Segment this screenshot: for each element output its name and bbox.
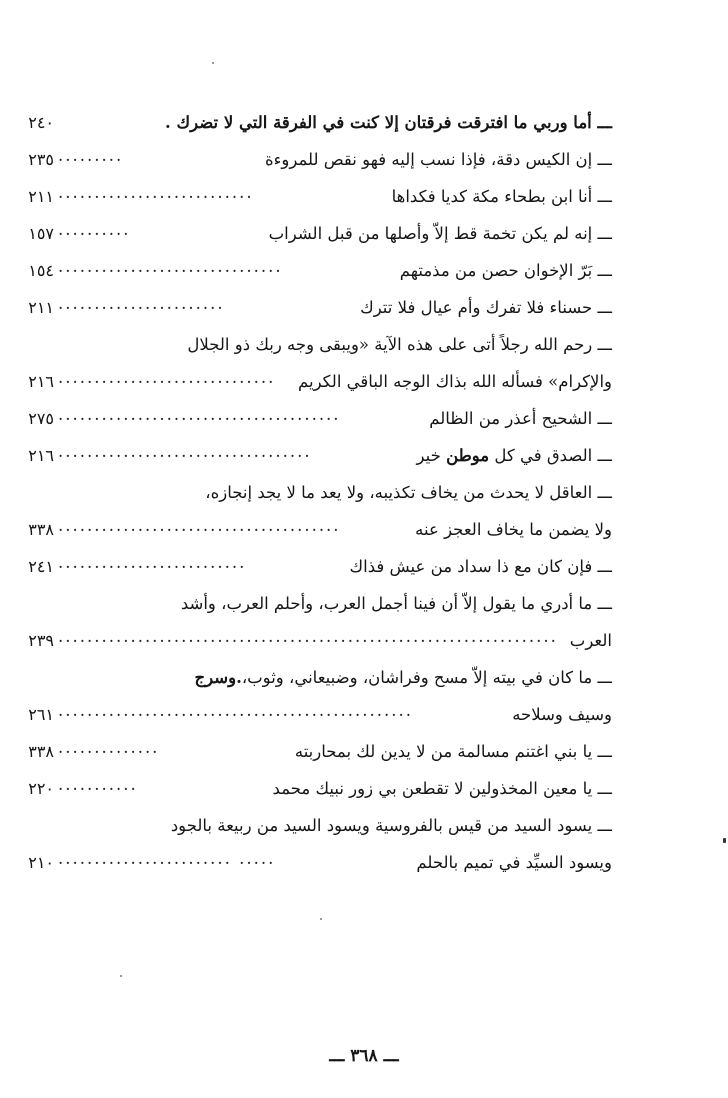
entry-text xyxy=(417,437,612,474)
page-number: ـــ ٣٦٨ ـــ xyxy=(329,1046,399,1066)
entry-page-number: ٢١٦ xyxy=(28,372,54,391)
index-entry xyxy=(58,807,612,844)
entry-emphasis: .وسرج xyxy=(194,668,242,687)
entry-page-number: ٢٣٩ xyxy=(28,631,54,650)
index-entry xyxy=(28,770,612,807)
index-entry-continuation xyxy=(28,844,612,881)
entry-text: ـــ بَرّ الإخوان حصن من مذمتهم xyxy=(399,261,612,280)
entry-page-number: ١٥٧ xyxy=(28,224,54,243)
leader-dots: ........................... xyxy=(58,183,254,202)
entry-text: ـــ يا معين المخذولين لا تقطعن بي زور نبيك محمد xyxy=(272,779,612,798)
entry-page-number: ٢٧٥ xyxy=(28,409,54,428)
entry-text: ـــ العاقل لا يحدث من يخاف تكذيبه، ولا يعد ما لا يجد إنجازه، xyxy=(205,483,612,502)
entry-text: ـــ أما وربي ما افترقت فرقتان إلا كنت في الفرقة التي لا تضرك . xyxy=(165,113,612,132)
entry-page-number: ٢٤٠ xyxy=(28,113,54,132)
leader-dots: ................................................. xyxy=(58,701,413,720)
entry-text xyxy=(195,659,612,696)
index-entry xyxy=(28,252,612,289)
leader-dots: ..................................................................... xyxy=(58,627,558,646)
entry-text: ـــ أنا ابن بطحاء مكة كديا فكداها xyxy=(391,187,612,206)
entry-text: ـــ ما أدري ما يقول إلاّ أن فينا أجمل العرب، وأحلم العرب، وأشد xyxy=(180,594,612,613)
entry-text: ويسود السيِّد في تميم بالحلم xyxy=(416,853,612,872)
index-entry xyxy=(28,178,612,215)
index-entry-continuation xyxy=(28,363,612,400)
index-entry xyxy=(28,548,612,585)
entry-page-number: ٢٢٠ xyxy=(28,779,54,798)
entry-page-number: ٢٣٥ xyxy=(28,150,54,169)
leader-dots: .............. xyxy=(58,738,160,757)
index-entry xyxy=(28,437,612,474)
paper-speck xyxy=(320,918,322,920)
paper-speck xyxy=(212,62,214,64)
entry-text: ـــ يا بني اغتنم مسالمة من لا يدين لك بمحاربته xyxy=(294,742,612,761)
paper-speck xyxy=(120,975,122,977)
entry-text: والإكرام» فسأله الله بذاك الوجه الباقي الكريم xyxy=(298,372,612,391)
leader-dots: ....................................... xyxy=(58,516,341,535)
margin-mark xyxy=(723,838,726,843)
entry-page-number: ٢١١ xyxy=(28,298,54,317)
entry-page-number: ٣٣٨ xyxy=(28,520,54,539)
index-entry-continuation xyxy=(28,511,612,548)
entry-page-number: ٣٣٨ xyxy=(28,742,54,761)
entry-text-start: ـــ الصدق في كل xyxy=(494,446,612,465)
entry-text-end: خير xyxy=(416,446,441,465)
leader-dots: ....................................... xyxy=(58,405,341,424)
index-entry xyxy=(28,733,612,770)
index-entry xyxy=(28,104,612,141)
entry-page-number: ٢١٠ xyxy=(28,853,54,872)
entry-text: ـــ الشحيح أعذر من الظالم xyxy=(429,409,612,428)
leader-dots: .......... xyxy=(58,220,131,239)
entry-text: وسيف وسلاحه xyxy=(512,705,612,724)
leader-dots: ................................... xyxy=(58,442,312,461)
leader-dots: .............................. xyxy=(58,368,276,387)
leader-dots: ............................... xyxy=(58,257,283,276)
index-entry-continuation xyxy=(28,696,612,733)
entry-text: ـــ حسناء فلا تفرك وأم عيال فلا تترك xyxy=(360,298,612,317)
entry-text: ـــ إنه لم يكن تخمة قط إلاّ وأصلها من قبل الشراب xyxy=(268,224,612,243)
index-entry xyxy=(28,141,612,178)
index-entry-continuation xyxy=(28,622,612,659)
index-entry xyxy=(58,659,612,696)
entry-text: ـــ يسود السيد من قيس بالفروسية ويسود السيد من ربيعة بالجود xyxy=(170,816,612,835)
entry-text: ـــ فإن كان مع ذا سداد من عيش فذاك xyxy=(349,557,612,576)
leader-dots: ......... xyxy=(58,146,124,165)
leader-dots: .......................... xyxy=(58,553,247,572)
entry-text-start: ـــ ما كان في بيته إلاّ مسح وفراشان، وضبيعاني، وثوب، xyxy=(241,668,612,687)
index-entry xyxy=(58,326,612,363)
entry-page-number: ٢١١ xyxy=(28,187,54,206)
sayings-index xyxy=(28,104,612,881)
entry-text: ـــ رحم الله رجلاً أتى على هذه الآية «ويبقى وجه ربك ذو الجلال xyxy=(187,335,612,354)
index-entry xyxy=(58,585,612,622)
entry-page-number: ٢٦١ xyxy=(28,705,54,724)
leader-dots: ........................ ..... xyxy=(58,849,276,868)
index-entry xyxy=(28,289,612,326)
entry-text: ولا يضمن ما يخاف العجز عنه xyxy=(415,520,612,539)
index-entry xyxy=(28,400,612,437)
entry-page-number: ٢١٦ xyxy=(28,446,54,465)
index-entry xyxy=(58,474,612,511)
index-entry xyxy=(28,215,612,252)
leader-dots: ....................... xyxy=(58,294,225,313)
entry-text: العرب xyxy=(569,631,612,650)
entry-text: ـــ إن الكيس دقة، فإذا نسب إليه فهو نقص للمروءة xyxy=(264,150,612,169)
leader-dots: ........... xyxy=(58,775,138,794)
entry-page-number: ١٥٤ xyxy=(28,261,54,280)
entry-emphasis: موطن xyxy=(446,446,490,465)
entry-page-number: ٢٤١ xyxy=(28,557,54,576)
